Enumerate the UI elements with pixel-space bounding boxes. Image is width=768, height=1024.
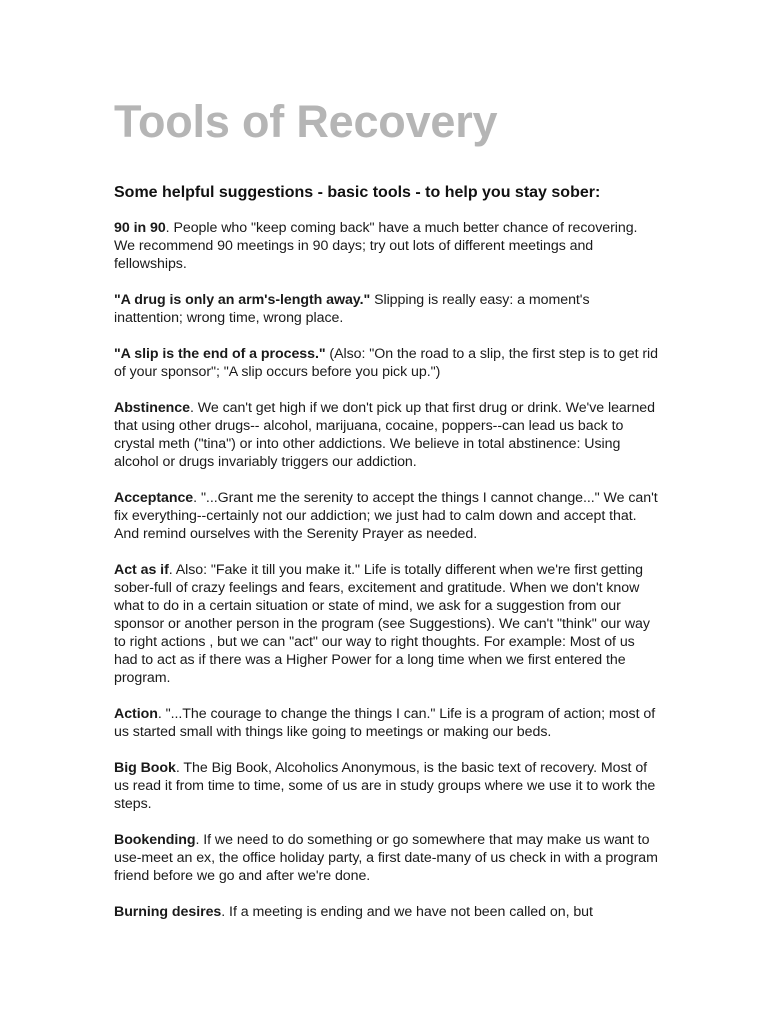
entry-text: . People who "keep coming back" have a much better chance of recovering. We recommend 90 meetings in 90 days; try out lots of different meetings and fellowships. [114, 220, 638, 272]
entry-bookending [114, 831, 659, 885]
entry-90-in-90 [114, 219, 659, 273]
entry-term: Act as if [114, 562, 169, 578]
entry-term: Acceptance [114, 490, 194, 506]
entry-term: 90 in 90 [114, 220, 166, 236]
entry-text: . If a meeting is ending and we have not been called on, but [221, 904, 593, 920]
entry-text: (Also: "On the road to a slip, the first step is to get rid of your sponsor"; "A slip occurs before you pick up.") [114, 346, 658, 380]
entry-term: "A drug is only an arm's-length away." [114, 292, 371, 308]
entry-text: . If we need to do something or go somewhere that may make us want to use-meet an ex, the office holiday party, a first date-many of us check in with a program friend before we go and after we're done. [114, 832, 658, 884]
entries-list [114, 219, 659, 939]
entry-text: . The Big Book, Alcoholics Anonymous, is the basic text of recovery. Most of us read it from time to time, some of us are in study groups where we use it to work the steps. [114, 760, 656, 812]
entry-acceptance [114, 489, 659, 543]
entry-term: "A slip is the end of a process." [114, 346, 326, 362]
entry-text: . "...Grant me the serenity to accept the things I cannot change..." We can't fix everything--certainly not our addiction; we just had to calm down and accept that. And remind ourselves with the Serenity Prayer as needed. [114, 490, 658, 542]
entry-term: Big Book [114, 760, 176, 776]
entry-big-book [114, 759, 659, 813]
entry-slip-process [114, 345, 659, 381]
entry-arms-length [114, 291, 659, 327]
entry-burning-desires [114, 903, 659, 921]
entry-term: Bookending [114, 832, 196, 848]
entry-term: Abstinence [114, 400, 190, 416]
entry-act-as-if [114, 561, 659, 687]
entry-text: . "...The courage to change the things I can." Life is a program of action; most of us started small with things like going to meetings or making our beds. [114, 706, 656, 740]
entry-term: Burning desires [114, 904, 222, 920]
page-subtitle: Some helpful suggestions - basic tools - to help you stay sober: [114, 184, 601, 201]
entry-action [114, 705, 659, 741]
entry-text: . Also: "Fake it till you make it." Life is totally different when we're first getting sober-full of crazy feelings and fears, excitement and gratitude. When we don't know what to do in a certain situation or state of mind, we ask for a suggestion from our sponsor or another person in the program (see Suggestions). We can't "think" our way to right actions , but we can "act" our way to right thoughts. For example: Most of us had to act as if there was a Higher Power for a long time when we first entered the program. [114, 562, 650, 686]
entry-text: Slipping is really easy: a moment's inattention; wrong time, wrong place. [114, 292, 590, 326]
entry-abstinence [114, 399, 659, 471]
page-title: Tools of Recovery [114, 96, 498, 147]
entry-term: Action [114, 706, 158, 722]
entry-text: . We can't get high if we don't pick up that first drug or drink. We've learned that using other drugs-- alcohol, marijuana, cocaine, poppers--can lead us back to crystal meth ("tina") or into other addictions. We believe in total abstinence: Using alcohol or drugs invariably triggers our addiction. [114, 400, 655, 470]
